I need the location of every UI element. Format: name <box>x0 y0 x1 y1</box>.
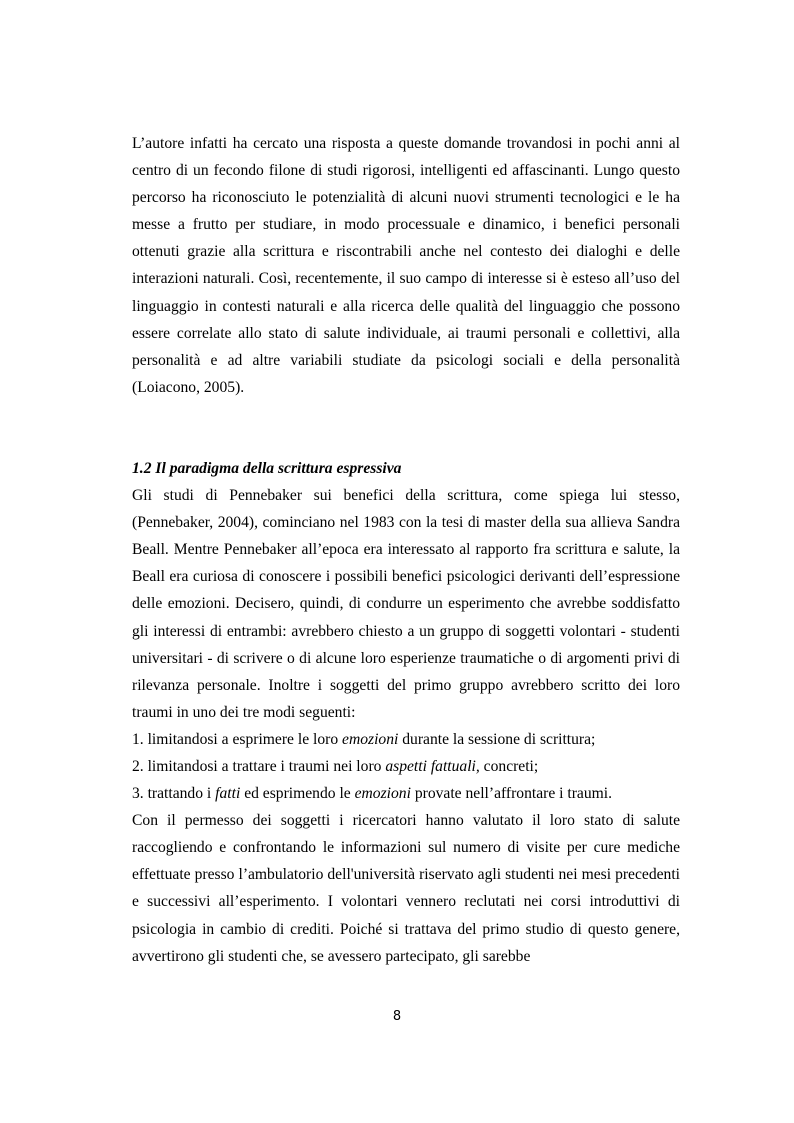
list-item <box>132 753 680 780</box>
page-body <box>132 130 680 970</box>
list-item-text: concreti; <box>479 757 539 775</box>
list-item-text: ed esprimendo le <box>240 785 355 803</box>
body-paragraph: Con il permesso dei soggetti i ricercatori hanno valutato il loro stato di salute raccogliendo e confrontando le informazioni sul numero di visite per cure mediche effettuate presso l’ambulatorio dell'università riservato agli studenti nei mesi precedenti e successivi all’esperimento. I volontari vennero reclutati nei corsi introduttivi di psicologia in cambio di crediti. Poiché si trattava del primo studio di questo genere, avvertirono gli studenti che, se avessero partecipato, gli sarebbe <box>132 812 680 965</box>
body-paragraph: Gli studi di Pennebaker sui benefici della scrittura, come spiega lui stesso, (Pennebaker, 2004), cominciano nel 1983 con la tesi di master della sua allieva Sandra Beall. Mentre Pennebaker all’epoca era interessato al rapporto fra scrittura e salute, la Beall era curiosa di conoscere i possibili benefici psicologici derivanti dell’espressione delle emozioni. Decisero, quindi, di condurre un esperimento che avrebbe soddisfatto gli interessi di entrambi: avrebbero chiesto a un gruppo di soggetti volontari - studenti universitari - di scrivere o di alcune loro esperienze traumatiche o di argomenti privi di rilevanza personale. Inoltre i soggetti del primo gruppo avrebbero scritto dei loro traumi in uno dei tre modi seguenti: <box>132 487 680 721</box>
emphasis-text: emozioni <box>354 785 411 803</box>
list-item <box>132 780 680 807</box>
list-item-text: provate nell’affrontare i traumi. <box>410 785 612 803</box>
list-item-text: 2. limitandosi a trattare i traumi nei loro <box>132 757 386 775</box>
list-item <box>132 726 680 753</box>
section-heading: 1.2 Il paradigma della scrittura espressiva <box>132 459 402 477</box>
emphasis-text: aspetti fattuali, <box>385 757 480 775</box>
list-item-text: 3. trattando i <box>132 785 216 803</box>
list-item-text: 1. limitandosi a esprimere le loro <box>132 730 343 748</box>
body-paragraph: L’autore infatti ha cercato una risposta a queste domande trovandosi in pochi anni al centro di un fecondo filone di studi rigorosi, intelligenti ed affascinanti. Lungo questo percorso ha riconosciuto le potenzialità di alcuni nuovi strumenti tecnologici e le ha messe a frutto per studiare, in modo processuale e dinamico, i benefici personali ottenuti grazie alla scrittura e riscontrabili anche nel contesto dei dialoghi e delle interazioni naturali. Così, recentemente, il suo campo di interesse si è esteso all’uso del linguaggio in contesti naturali e alla ricerca delle qualità del linguaggio che possono essere correlate allo stato di salute individuale, ai traumi personali e collettivi, alla personalità e ad altre variabili studiate da psicologi sociali e della personalità (Loiacono, 2005). <box>132 135 680 396</box>
emphasis-text: emozioni <box>342 730 399 748</box>
list-item-text: durante la sessione di scrittura; <box>398 730 596 748</box>
emphasis-text: fatti <box>215 785 241 803</box>
page-number: 8 <box>392 1009 402 1024</box>
